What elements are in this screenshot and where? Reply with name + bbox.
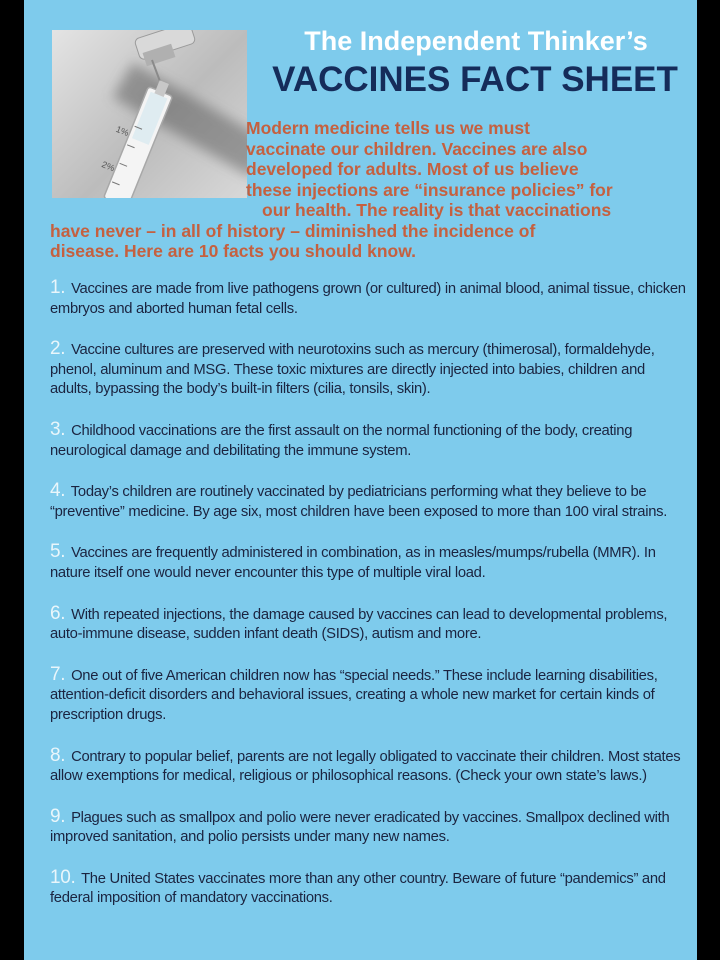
fact-number: 1. xyxy=(50,277,66,298)
fact-number: 5. xyxy=(50,541,66,563)
fact-item-10 xyxy=(50,868,690,909)
intro-line: Modern medicine tells us we must xyxy=(246,118,530,138)
fact-item-6 xyxy=(50,604,690,645)
fact-number: 8. xyxy=(50,744,66,766)
fact-text: Childhood vaccinations are the first assault on the normal functioning of the body, creating neurological damage and debilitating the immune system. xyxy=(50,422,633,459)
fact-item-9 xyxy=(50,807,690,848)
fact-number: 2. xyxy=(50,338,66,360)
fact-item-2 xyxy=(50,339,690,400)
fact-text: Vaccine cultures are preserved with neurotoxins such as mercury (thimerosal), formaldehyde, phenol, aluminum and MSG. These toxic mixtures are directly injected into babies, children and adults, bypassing the body’s built-in filters (cilia, tonsils, skin). xyxy=(50,342,655,398)
fact-text: Vaccines are made from live pathogens grown (or cultured) in animal blood, animal tissue, chicken embryos and aborted human fetal cells. xyxy=(50,281,686,317)
fact-number: 10. xyxy=(50,866,76,888)
fact-number: 7. xyxy=(50,663,66,685)
intro-line: these injections are “insurance policies” for xyxy=(246,179,613,200)
syringe-marking: 1% xyxy=(114,123,131,139)
fact-text: Contrary to popular belief, parents are not legally obligated to vaccinate their children. Most states allow exemptions for medical, religious or philosophical reasons. (Check your own state’s laws.) xyxy=(50,748,681,785)
fact-item-7 xyxy=(50,665,690,726)
fact-number: 4. xyxy=(50,480,66,502)
fact-item-4 xyxy=(50,481,690,522)
intro-paragraph xyxy=(34,118,694,262)
fact-item-3 xyxy=(50,420,690,461)
intro-line: disease. Here are 10 facts you should know. xyxy=(50,241,417,261)
intro-line: our health. The reality is that vaccinations xyxy=(262,200,612,220)
fact-text: With repeated injections, the damage caused by vaccines can lead to developmental problems, auto-immune disease, sudden infant death (SIDS), autism and more. xyxy=(50,606,668,643)
syringe-marking: 2% xyxy=(100,159,117,174)
fact-text: Vaccines are frequently administered in combination, as in measles/mumps/rubella (MMR). In nature itself one would never encounter this type of multiple viral load. xyxy=(50,545,656,581)
fact-item-5 xyxy=(50,542,690,583)
fact-text: Plagues such as smallpox and polio were never eradicated by vaccines. Smallpox declined with improved sanitation, and polio persists under many new names. xyxy=(50,809,670,846)
intro-line: have never – in all of history – diminished the incidence of xyxy=(50,220,536,241)
intro-line: vaccinate our children. Vaccines are also xyxy=(246,138,588,159)
fact-number: 9. xyxy=(50,805,66,827)
fact-text: The United States vaccinates more than any other country. Beware of future “pandemics” and federal imposition of mandatory vaccinations. xyxy=(50,870,666,907)
fact-text: One out of five American children now has “special needs.” These include learning disabilities, attention-deficit disorders and behavioral issues, creating a whole new market for certain kinds of prescription drugs. xyxy=(50,667,658,723)
fact-number: 6. xyxy=(50,602,66,624)
fact-number: 3. xyxy=(50,418,66,440)
sheet-title: VACCINES FACT SHEET xyxy=(272,60,678,99)
intro-line: developed for adults. Most of us believe xyxy=(246,159,579,179)
fact-text: Today’s children are routinely vaccinated by pediatricians performing what they believe to be “preventive” medicine. By age six, most children have been exposed to more than 100 viral strains. xyxy=(50,484,668,520)
fact-sheet xyxy=(24,0,697,960)
facts-list xyxy=(50,278,690,929)
fact-item-8 xyxy=(50,746,690,787)
fact-item-1 xyxy=(50,278,690,319)
sheet-subtitle: The Independent Thinker’s xyxy=(304,26,648,56)
